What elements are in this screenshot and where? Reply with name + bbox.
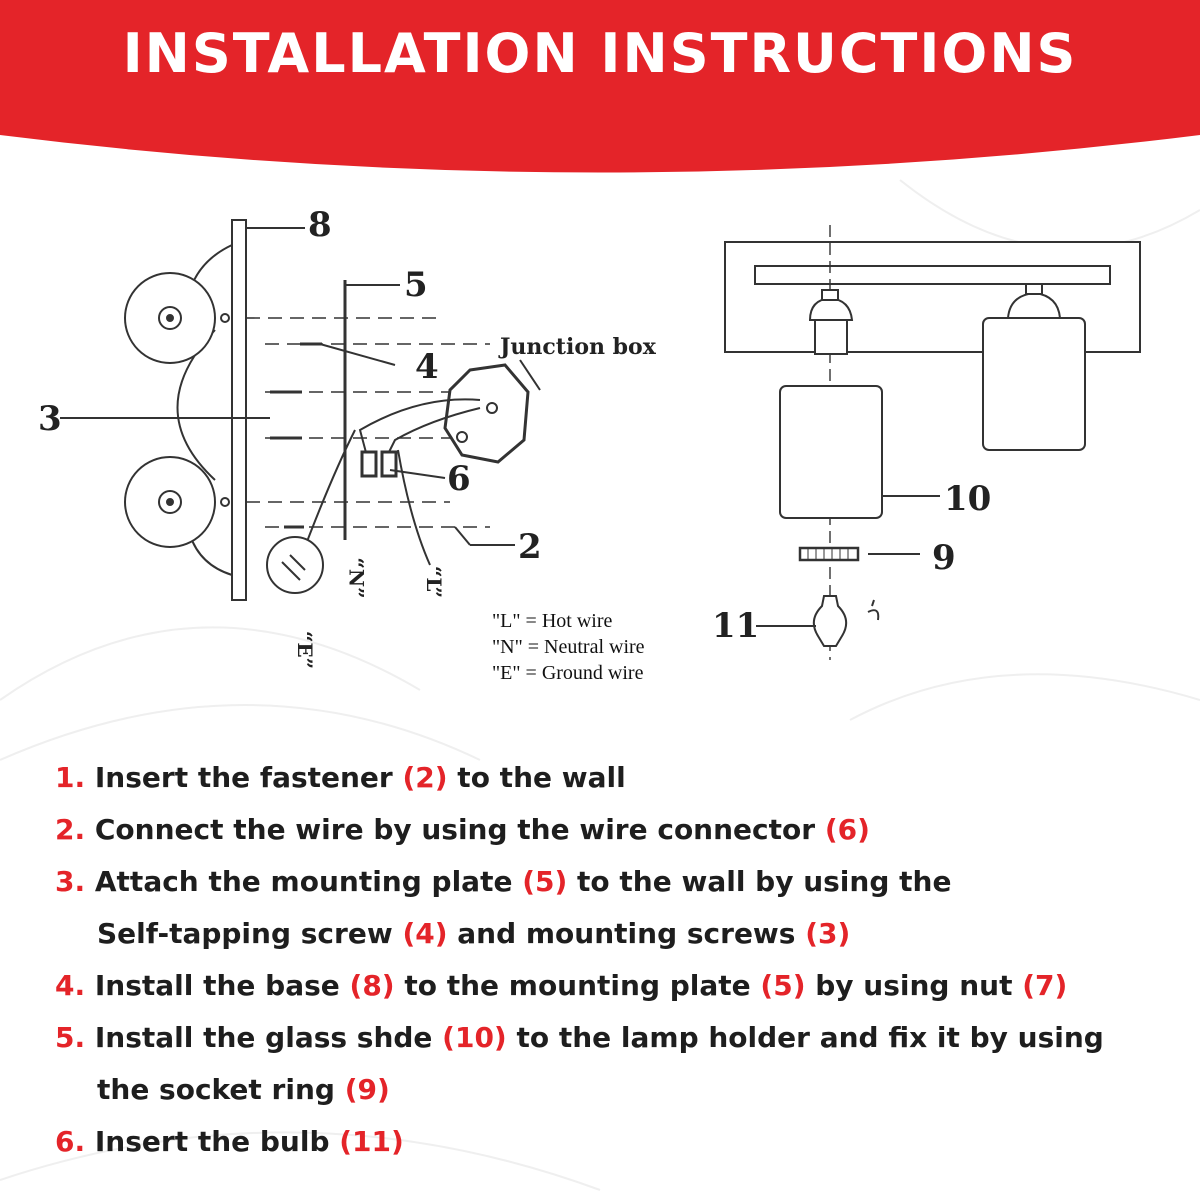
step-text: by using nut [805, 969, 1023, 1002]
part-ref: (5) [760, 969, 806, 1002]
step-text: Insert the bulb [94, 1125, 340, 1158]
step-number: 1. [55, 761, 86, 794]
callout-10: 10 [944, 479, 992, 519]
step-3-continued [55, 908, 1175, 960]
part-ref: (6) [824, 813, 870, 846]
step-text: Self-tapping screw [97, 917, 403, 950]
junction-box-label: Junction box [500, 334, 656, 360]
mount-bar [755, 266, 1110, 284]
step-text: to the wall by using the [567, 865, 952, 898]
part-ref: (5) [522, 865, 568, 898]
step-text: Connect the wire by using the wire connector [94, 813, 825, 846]
instruction-steps [55, 752, 1175, 1168]
step-text: to the wall [447, 761, 626, 794]
step-1 [55, 752, 1175, 804]
step-number: 6. [55, 1125, 86, 1158]
step-5 [55, 1012, 1175, 1064]
step-text: Attach the mounting plate [94, 865, 523, 898]
wire-label-n: “N” [344, 557, 369, 599]
step-text: Install the base [94, 969, 350, 1002]
callout-5: 5 [404, 265, 428, 305]
step-text: to the mounting plate [394, 969, 761, 1002]
step-text: and mounting screws [447, 917, 806, 950]
socket-ring [800, 548, 858, 560]
callout-9: 9 [932, 538, 956, 578]
bulb [814, 596, 846, 646]
callout-2: 2 [518, 527, 542, 567]
legend-hot: "L" = Hot wire [492, 610, 613, 632]
part-ref: (7) [1022, 969, 1068, 1002]
callout-11: 11 [712, 606, 760, 646]
part-ref: (10) [442, 1021, 507, 1054]
wire-legend [492, 608, 645, 686]
callout-3: 3 [38, 399, 62, 439]
part-ref: (8) [349, 969, 395, 1002]
step-text: Insert the fastener [94, 761, 403, 794]
part-ref: (2) [402, 761, 448, 794]
callout-8: 8 [308, 205, 332, 245]
step-5-continued [55, 1064, 1175, 1116]
step-number: 5. [55, 1021, 86, 1054]
callout-4: 4 [415, 347, 439, 387]
part-ref: (9) [344, 1073, 390, 1106]
wire-label-e: “E” [293, 630, 318, 670]
ground-detail [267, 537, 323, 593]
callout-6: 6 [447, 459, 471, 499]
step-number: 2. [55, 813, 86, 846]
step-2 [55, 804, 1175, 856]
part-ref: (3) [805, 917, 851, 950]
step-4 [55, 960, 1175, 1012]
glass-shade [780, 386, 882, 518]
step-text: the socket ring [97, 1073, 345, 1106]
step-number: 3. [55, 865, 86, 898]
step-number: 4. [55, 969, 86, 1002]
part-ref: (11) [339, 1125, 404, 1158]
legend-neutral: "N" = Neutral wire [492, 636, 645, 658]
step-text: Install the glass shde [94, 1021, 443, 1054]
part-ref: (4) [402, 917, 448, 950]
page-title: INSTALLATION INSTRUCTIONS [122, 22, 1078, 85]
base-plate [232, 220, 246, 600]
wire-label-l: “L” [422, 565, 447, 599]
step-3 [55, 856, 1175, 908]
legend-ground: "E" = Ground wire [492, 662, 644, 684]
step-text: to the lamp holder and fix it by using [506, 1021, 1104, 1054]
step-6 [55, 1116, 1175, 1168]
